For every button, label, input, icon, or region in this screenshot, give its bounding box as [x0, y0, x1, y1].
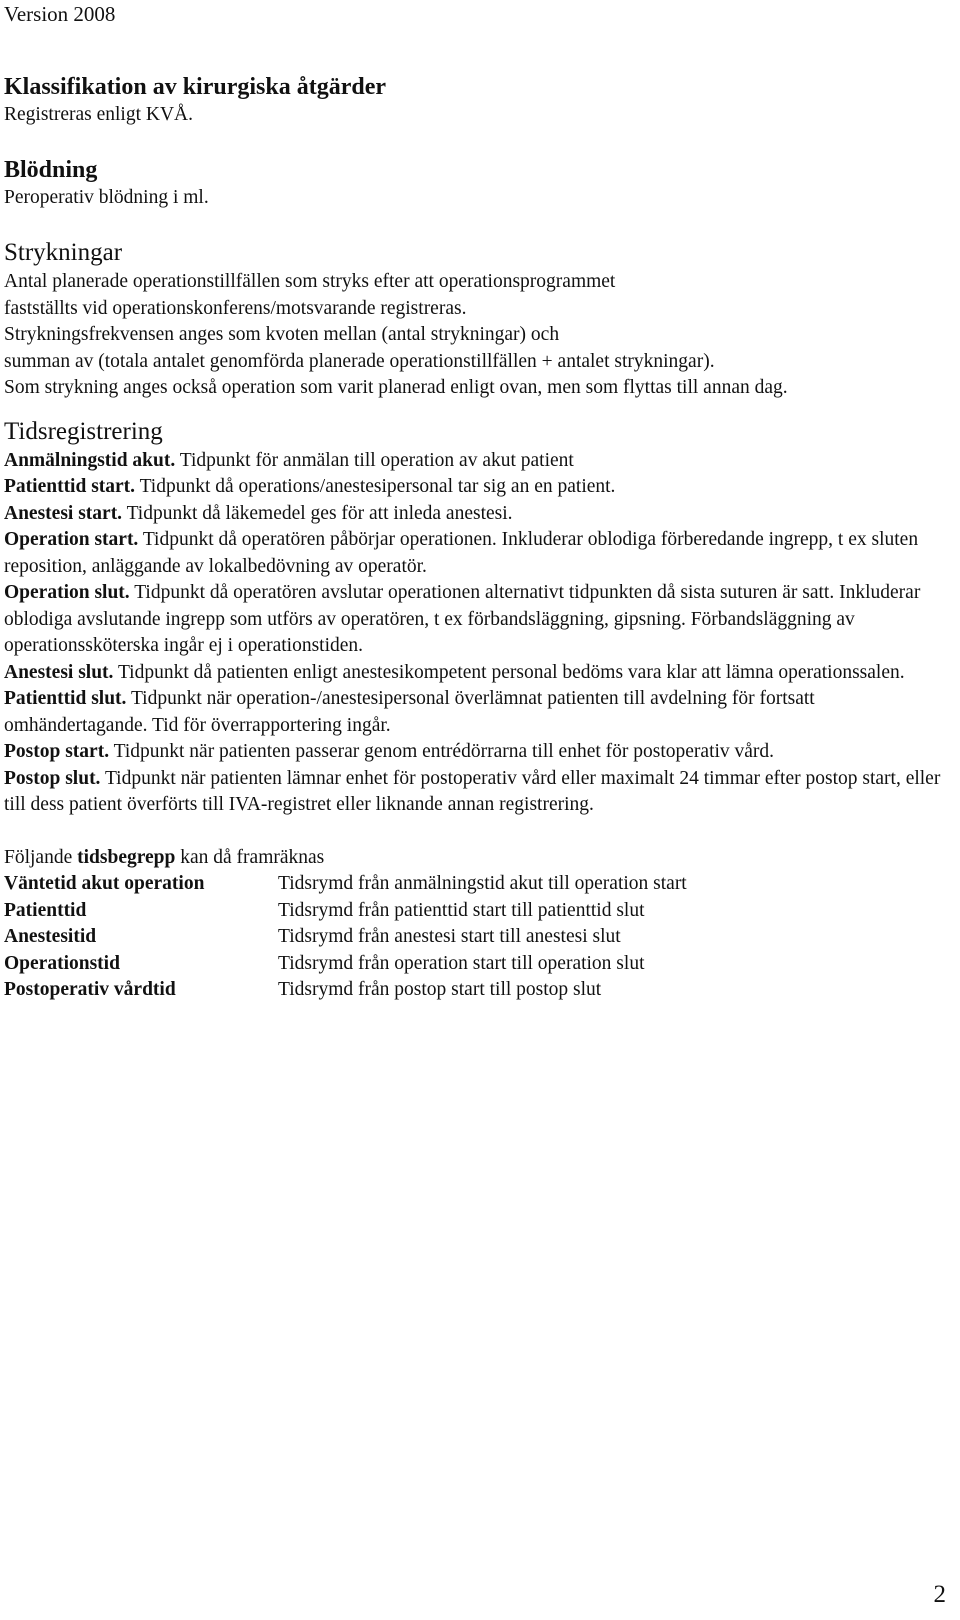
time-desc: Tidpunkt när patienten lämnar enhet för postoperativ vård eller maximalt 24 timmar efter postop start, eller till dess patient överförts till IVA-registret eller liknande annan registrering. — [4, 767, 941, 815]
time-term: Postop slut. — [4, 767, 101, 789]
time-term: Postop start. — [4, 741, 110, 762]
time-term: Patienttid slut. — [4, 688, 127, 709]
time-desc: Tidpunkt då operatören påbörjar operationen. Inkluderar oblodiga förberedande ingrepp, t ex sluten reposition, anläggande av lokalbedövning av operatör. — [4, 529, 919, 577]
section-strykningar — [4, 237, 954, 402]
time-definition — [4, 766, 954, 819]
page-number: 2 — [933, 1581, 946, 1608]
section-title-strykningar: Strykningar — [4, 239, 123, 266]
intro-post: kan då framräknas — [175, 846, 325, 868]
time-term: Anestesi slut. — [4, 661, 114, 683]
intro-bold: tidsbegrepp — [77, 846, 176, 868]
document-version-header: Version 2008 — [4, 2, 116, 26]
time-term: Anmälningstid akut. — [4, 449, 176, 471]
definition-term: Patienttid — [4, 899, 87, 921]
time-desc: Tidpunkt för anmälan till operation av akut patient — [175, 449, 574, 471]
definition-term: Väntetid akut operation — [4, 873, 205, 894]
intro-pre: Följande — [4, 846, 78, 868]
definition-row — [4, 924, 954, 951]
time-term: Anestesi start. — [4, 502, 123, 524]
definition-desc: Tidsrymd från anestesi start till anestesi slut — [278, 926, 621, 947]
time-desc: Tidpunkt då operatören avslutar operationen alternativt tidpunkten då sista suturen är satt. Inkluderar oblodiga avslutande ingrepp som utförs av operatören, t ex förbandsläggning, gipsning. Förbandsläggning av operationssköterska ingår ej i operationstiden. — [4, 582, 921, 656]
definition-desc: Tidsrymd från operation start till operation slut — [278, 952, 645, 974]
section-text-blodning: Peroperativ blödning i ml. — [4, 186, 209, 208]
section-blodning — [4, 155, 954, 212]
time-desc: Tidpunkt då läkemedel ges för att inleda anestesi. — [122, 502, 513, 524]
strykningar-line: Som strykning anges också operation som varit planerad enligt ovan, men som flyttas till annan dag. — [4, 377, 788, 398]
strykningar-line: summan av (totala antalet genomförda planerade operationstillfällen + antalet strykningar). — [4, 350, 715, 372]
definition-desc: Tidsrymd från patienttid start till patienttid slut — [278, 899, 645, 921]
definition-desc: Tidsrymd från postop start till postop slut — [278, 979, 602, 1000]
section-tidsregistrering — [4, 416, 954, 819]
definition-desc: Tidsrymd från anmälningstid akut till operation start — [278, 873, 687, 894]
section-text-klassifikation: Registreras enligt KVÅ. — [4, 104, 194, 125]
time-definition — [4, 448, 954, 475]
time-term: Operation start. — [4, 529, 139, 550]
definition-row — [4, 898, 954, 925]
time-definition — [4, 660, 954, 687]
strykningar-line: Antal planerade operationstillfällen som stryks efter att operationsprogrammet — [4, 271, 616, 292]
time-definition — [4, 474, 954, 501]
section-title-tidsregistrering: Tidsregistrering — [4, 417, 163, 445]
time-definition — [4, 580, 954, 660]
strykningar-line: Strykningsfrekvensen anges som kvoten mellan (antal strykningar) och — [4, 324, 560, 345]
definition-term: Postoperativ vårdtid — [4, 979, 176, 1000]
time-term: Patienttid start. — [4, 476, 136, 497]
definition-row — [4, 951, 954, 978]
time-definition — [4, 739, 954, 766]
time-desc: Tidpunkt då operations/anestesipersonal tar sig an en patient. — [135, 476, 616, 497]
time-desc: Tidpunkt när operation-/anestesipersonal överlämnat patienten till avdelning för fortsatt omhändertagande. Tid för överrapportering ingår. — [4, 688, 815, 736]
section-klassifikation — [4, 72, 954, 129]
definition-term: Anestesitid — [4, 926, 97, 947]
definition-row — [4, 977, 954, 1004]
tidsbegrepp-intro — [4, 845, 954, 872]
section-tidsbegrepp — [4, 845, 954, 1004]
definition-row — [4, 871, 954, 898]
definition-term: Operationstid — [4, 952, 120, 974]
section-title-blodning: Blödning — [4, 156, 98, 183]
time-term: Operation slut. — [4, 582, 130, 603]
time-definition — [4, 501, 954, 528]
document-body — [4, 72, 954, 1004]
time-desc: Tidpunkt när patienten passerar genom entrédörrarna till enhet för postoperativ vård. — [109, 741, 775, 762]
section-title-klassifikation: Klassifikation av kirurgiska åtgärder — [4, 74, 387, 100]
strykningar-line: fastställts vid operationskonferens/motsvarande registreras. — [4, 297, 467, 319]
time-definition — [4, 527, 954, 580]
time-desc: Tidpunkt då patienten enligt anestesikompetent personal bedöms vara klar att lämna operationssalen. — [113, 661, 905, 683]
time-definition — [4, 686, 954, 739]
